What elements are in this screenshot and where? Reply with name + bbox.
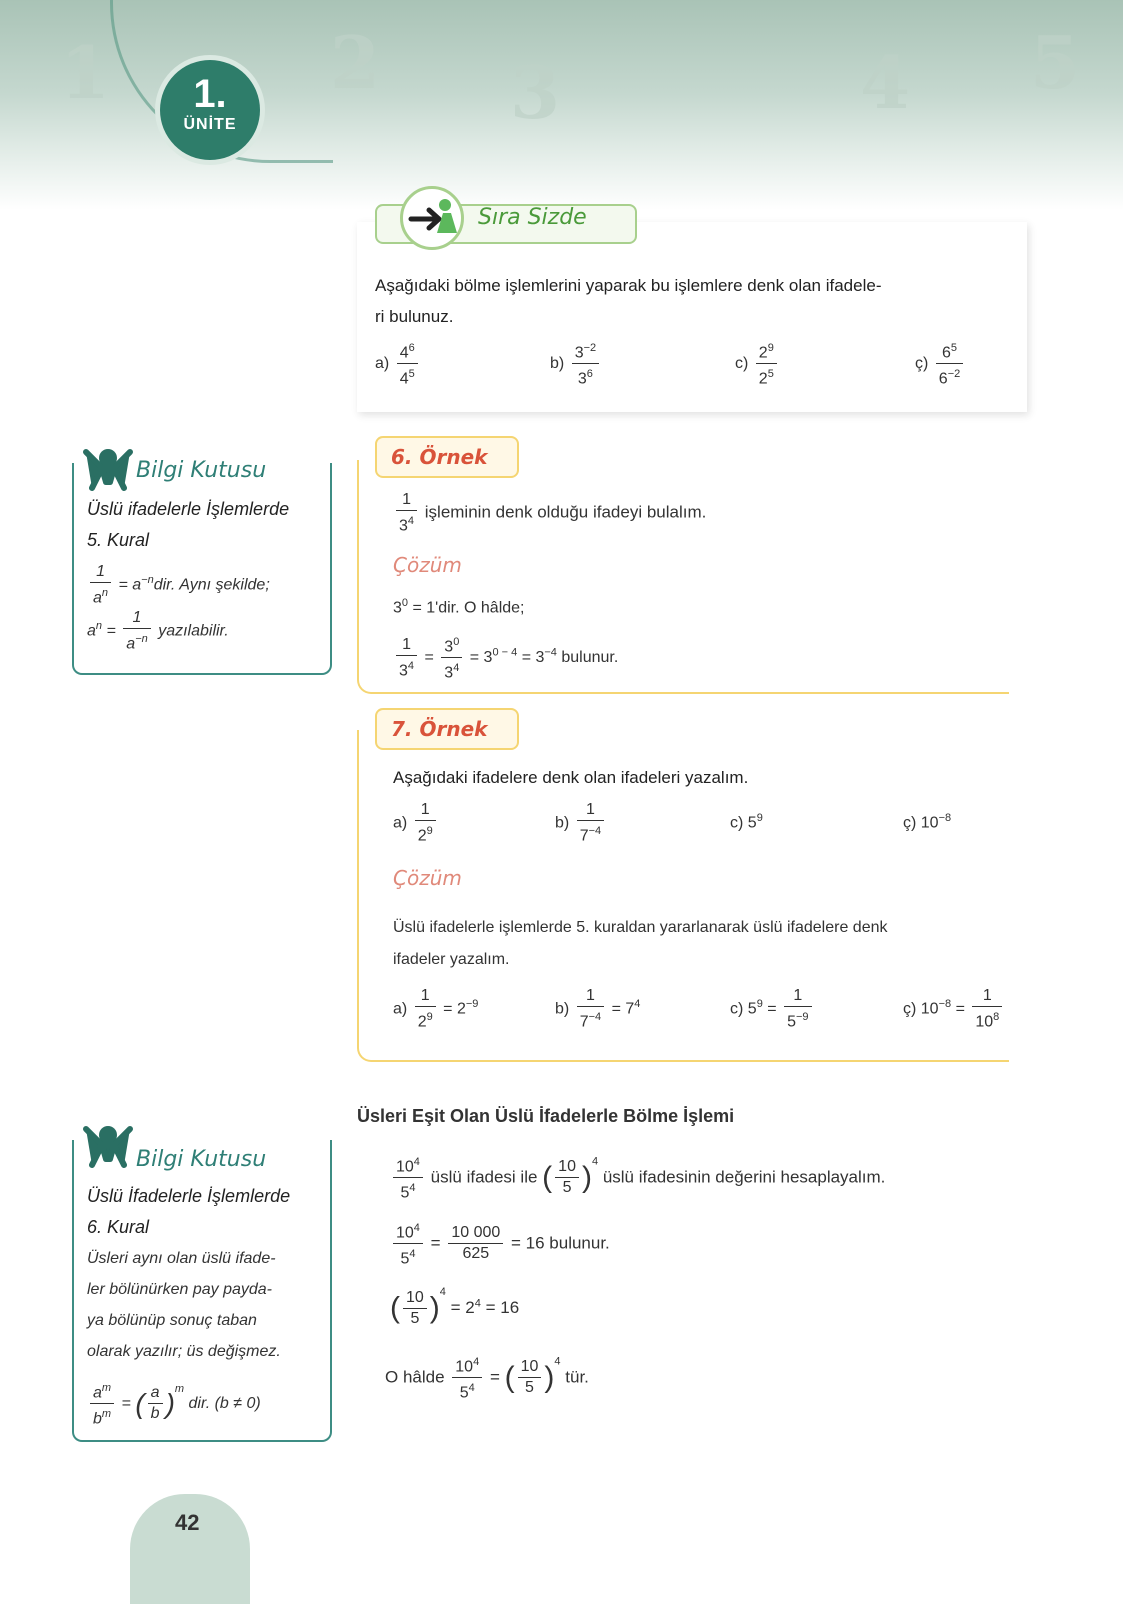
unit-number: 1.	[193, 72, 227, 116]
solution-text: bulunur.	[561, 649, 619, 667]
exponent: 4	[634, 998, 641, 1011]
exponent: 9	[756, 998, 763, 1011]
base: 10	[920, 814, 939, 832]
ornek-6-prompt	[393, 490, 706, 536]
exponent: 9	[767, 342, 774, 354]
base: 10	[455, 1358, 474, 1376]
numerator: 1	[972, 986, 1002, 1007]
base: 2	[758, 370, 768, 388]
exponent: 4	[468, 1382, 475, 1395]
base: 7	[579, 827, 589, 845]
item-label: c)	[735, 355, 749, 373]
equals: =	[424, 649, 434, 667]
bilgi-rule-6: $\frac{a^m}{b^m}$ = ( $\frac{a}{b}$ )$^m$ dir. (b ≠ 0)	[87, 1378, 261, 1430]
item-label: a)	[393, 1000, 408, 1018]
exponent: 4	[554, 1355, 561, 1368]
base: b	[93, 1410, 102, 1428]
exponent: 0	[453, 636, 460, 648]
base: 5	[747, 814, 757, 832]
base: a	[93, 1384, 102, 1402]
fraction	[403, 1288, 427, 1329]
base: a	[126, 635, 136, 653]
bilgi-line: Üsleri aynı olan üslü ifade-	[87, 1250, 276, 1267]
exponent: 4	[409, 1182, 416, 1195]
numerator: 1	[415, 986, 436, 1007]
base: 4	[399, 370, 409, 388]
exponent: 4	[413, 1222, 420, 1234]
equals: =	[106, 622, 116, 640]
section-line-3: ( $\frac{10}{5}$ )$^4 = 2^4 = 16$	[390, 1286, 520, 1328]
explanation-line: Üslü ifadelerle işlemlerde 5. kuraldan yararlanarak üslü ifadelere denk	[393, 919, 888, 936]
base: 2	[758, 344, 768, 362]
bilgi-kutusu-title: Bilgi Kutusu	[136, 1147, 267, 1172]
fraction	[123, 608, 150, 654]
exponent: −4	[544, 646, 557, 659]
base: 5	[747, 1000, 757, 1018]
ornek-7-s-cc	[903, 986, 1005, 1032]
numerator: 1	[415, 800, 436, 821]
base: 5	[787, 1013, 796, 1031]
fraction	[415, 986, 436, 1032]
numerator: 10 000	[448, 1223, 503, 1244]
base: 5	[459, 1384, 469, 1402]
instruction-line: Aşağıdaki bölme işlemlerini yaparak bu işlemlere denk olan ifadele-	[375, 276, 882, 295]
fraction	[518, 1357, 542, 1398]
base: 6	[938, 370, 948, 388]
rule-text: dir. (b ≠ 0)	[188, 1395, 261, 1413]
item-label: ç)	[903, 1000, 917, 1018]
rule-text: yazılabilir.	[158, 622, 229, 640]
prompt-text: işleminin denk olduğu ifadeyi bulalım.	[424, 502, 707, 522]
item-label: c)	[730, 1000, 744, 1018]
exponent: −n	[141, 574, 154, 587]
base: 10	[920, 1000, 939, 1018]
bilgi-line: Üslü ifadelerle İşlemlerde	[87, 499, 290, 519]
decor-digit: 2	[330, 20, 381, 105]
cozum-label: Çözüm	[393, 866, 462, 890]
base: 5	[400, 1184, 410, 1202]
fraction	[90, 562, 111, 608]
section-text: = 16	[485, 1298, 520, 1317]
exponent: 4	[407, 659, 415, 672]
base: 3	[393, 599, 402, 617]
equals: =	[489, 1367, 500, 1387]
fraction	[90, 1378, 114, 1430]
ornek-7-q-b	[555, 800, 607, 846]
rule-text: dir. Aynı şekilde;	[153, 576, 270, 594]
sira-item-b	[550, 338, 602, 390]
decor-digit: 5	[1030, 20, 1081, 105]
exponent: 4	[473, 1356, 480, 1368]
base: 2	[417, 827, 427, 845]
bilgi-rule-1	[87, 562, 270, 608]
page-number: 42	[175, 1510, 200, 1535]
section-line-2	[390, 1218, 610, 1270]
ornek-7-q-cc	[903, 812, 951, 832]
ornek-7-explanation	[393, 912, 1013, 976]
numerator: 1	[396, 490, 417, 511]
numerator: 1	[123, 608, 150, 629]
exponent: −8	[938, 998, 952, 1011]
instruction-line: ri bulunuz.	[375, 307, 454, 326]
item-label: c)	[730, 814, 744, 832]
sira-sizde-icon	[400, 186, 464, 250]
fraction	[393, 1152, 423, 1204]
unit-label: ÜNİTE	[183, 116, 237, 133]
section-line-4: O hâlde $\frac{10^4}{5^4}$ = ( $\frac{10}{5}$ )$^4$ tür.	[385, 1352, 589, 1404]
exponent: 4	[591, 1155, 599, 1168]
fraction	[972, 986, 1002, 1032]
bilgi-kutusu-title: Bilgi Kutusu	[136, 458, 267, 483]
exponent: 5	[408, 368, 415, 381]
fraction	[415, 800, 436, 846]
fraction	[577, 800, 604, 846]
base: 3	[444, 638, 454, 656]
item-label: b)	[550, 355, 565, 373]
rule-text: = a	[118, 576, 142, 594]
exponent: 9	[426, 825, 433, 837]
denominator: 5	[525, 1379, 534, 1397]
numerator: 10	[403, 1288, 427, 1309]
exponent: 4	[474, 1297, 481, 1310]
ornek-6-line-2	[393, 632, 618, 684]
fraction	[396, 635, 417, 681]
ornek-7-q-c	[730, 812, 763, 832]
exponent: −2	[583, 342, 597, 354]
ornek-7-s-b	[555, 986, 640, 1032]
numerator: a	[148, 1383, 163, 1404]
bilgi-line: olarak yazılır; üs değişmez.	[87, 1343, 281, 1360]
item-label: b)	[555, 814, 570, 832]
ornek-6-tab: 6. Örnek	[375, 436, 519, 478]
exponent: 8	[993, 1011, 1000, 1023]
numerator: 1	[577, 800, 604, 821]
equals: =	[121, 1395, 131, 1413]
bilgi-line: Üslü İfadelerle İşlemlerde	[87, 1186, 291, 1206]
exponent: 4	[453, 662, 460, 675]
exponent: 9	[756, 812, 763, 824]
fraction	[784, 986, 811, 1032]
item-label: a)	[393, 814, 408, 832]
fraction	[448, 1223, 503, 1264]
base: 3	[399, 661, 408, 679]
section-text: tür.	[565, 1367, 589, 1387]
base: 10	[396, 1224, 414, 1242]
fraction	[441, 632, 462, 684]
denominator: 5	[562, 1179, 572, 1197]
exponent: −n	[135, 633, 148, 645]
exponent: m	[101, 1382, 112, 1394]
base: 10	[975, 1013, 994, 1031]
decor-digit: 4	[860, 40, 911, 125]
ornek-6-line-1	[393, 597, 525, 617]
exponent: 6	[408, 342, 415, 354]
base: 5	[400, 1250, 410, 1268]
equals: = 2	[443, 1000, 466, 1018]
fraction	[936, 338, 963, 390]
fraction	[148, 1383, 163, 1424]
exponent: 5	[767, 368, 774, 381]
sira-item-c	[735, 338, 780, 390]
denominator: 625	[462, 1245, 490, 1263]
sira-sizde-instruction	[375, 270, 1015, 332]
exponent: 0	[401, 597, 409, 609]
fraction	[393, 1218, 423, 1270]
ornek-7-tab: 7. Örnek	[375, 708, 519, 750]
base: a	[93, 589, 102, 607]
ornek-7-q-a	[393, 800, 439, 846]
bilgi-line: ya bölünüp sonuç taban	[87, 1312, 257, 1329]
exponent: −9	[465, 998, 479, 1011]
numerator: 10	[555, 1157, 579, 1178]
exponent: −9	[795, 1011, 809, 1023]
exponent: −8	[938, 812, 952, 824]
exponent: 6	[586, 368, 593, 381]
bilgi-line: 5. Kural	[87, 530, 150, 550]
section-text: O hâlde	[385, 1367, 445, 1387]
exponent: m	[174, 1383, 185, 1396]
fraction	[452, 1352, 482, 1404]
fraction	[577, 986, 604, 1032]
denominator: 5	[410, 1310, 420, 1328]
exponent: −4	[588, 825, 602, 837]
sira-item-cc	[915, 338, 966, 390]
cozum-label: Çözüm	[393, 553, 462, 577]
bilgi-line: 6. Kural	[87, 1217, 150, 1237]
exponent: n	[95, 620, 103, 633]
exponent: −4	[588, 1011, 602, 1023]
ornek-7-prompt: Aşağıdaki ifadelere denk olan ifadeleri yazalım.	[393, 768, 749, 787]
base: 3	[399, 517, 408, 535]
fraction	[396, 490, 417, 536]
numerator: 1	[90, 562, 111, 583]
equals: = 7	[611, 1000, 635, 1018]
base: 3	[444, 664, 454, 682]
equals: =	[430, 1233, 441, 1253]
item-label: b)	[555, 1000, 570, 1018]
item-label: a)	[375, 355, 390, 373]
exponent: 9	[426, 1011, 433, 1023]
equals: = 3	[521, 649, 545, 667]
exponent: 5	[950, 342, 958, 354]
exponent: −2	[947, 368, 961, 381]
exponent: n	[101, 587, 109, 599]
numerator: 1	[577, 986, 604, 1007]
bilgi-kutusu-icon	[80, 1123, 136, 1169]
base: 7	[579, 1013, 589, 1031]
base: 10	[396, 1158, 414, 1176]
sira-sizde-title: Sıra Sizde	[478, 205, 587, 230]
decor-digit: 1	[60, 30, 111, 115]
denominator: b	[150, 1405, 160, 1423]
fraction	[397, 338, 418, 390]
ornek-7-s-a	[393, 986, 478, 1032]
exponent: 0 − 4	[492, 646, 518, 659]
item-label: ç)	[915, 355, 929, 373]
exponent: 4	[407, 515, 415, 527]
base: 3	[574, 344, 584, 362]
explanation-line: ifadeler yazalım.	[393, 951, 510, 968]
fraction	[572, 338, 599, 390]
section-title: Üsleri Eşit Olan Üslü İfadelerle Bölme İşlemi	[357, 1106, 735, 1126]
base: 4	[399, 344, 409, 362]
exponent: m	[101, 1408, 112, 1421]
bilgi-line: ler bölünürken pay payda-	[87, 1281, 273, 1298]
exponent: 4	[413, 1156, 420, 1168]
numerator: 10	[518, 1357, 542, 1378]
equals: =	[955, 1000, 965, 1018]
exponent: 4	[409, 1248, 416, 1261]
section-text: üslü ifadesinin değerini hesaplayalım.	[602, 1167, 886, 1187]
section-text: = 16 bulunur.	[511, 1233, 610, 1253]
base: 6	[941, 344, 951, 362]
base: 3	[577, 370, 587, 388]
equals: = 3	[469, 649, 493, 667]
bilgi-kutusu-icon	[80, 446, 136, 492]
section-line-1: $\frac{10^4}{5^4}$ üslü ifadesi ile ( $\frac{10}{5}$ )$^4$ üslü ifadesinin değerini hesaplayalım.	[390, 1152, 885, 1204]
fraction	[555, 1157, 579, 1198]
numerator: 1	[396, 635, 417, 656]
equals: =	[767, 1000, 777, 1018]
numerator: 1	[784, 986, 811, 1007]
item-label: ç)	[903, 814, 917, 832]
section-text: üslü ifadesi ile	[430, 1167, 538, 1187]
decor-digit: 3	[510, 50, 561, 135]
ornek-7-s-c	[730, 986, 815, 1032]
base: a	[87, 622, 96, 640]
bilgi-rule-2	[87, 608, 229, 654]
exponent: 4	[439, 1286, 446, 1298]
fraction	[756, 338, 777, 390]
solution-text: = 1'dir. O hâlde;	[412, 599, 525, 617]
sira-item-a	[375, 338, 421, 390]
equals: = 2	[450, 1298, 475, 1317]
base: 2	[417, 1013, 427, 1031]
unit-badge	[160, 60, 260, 160]
